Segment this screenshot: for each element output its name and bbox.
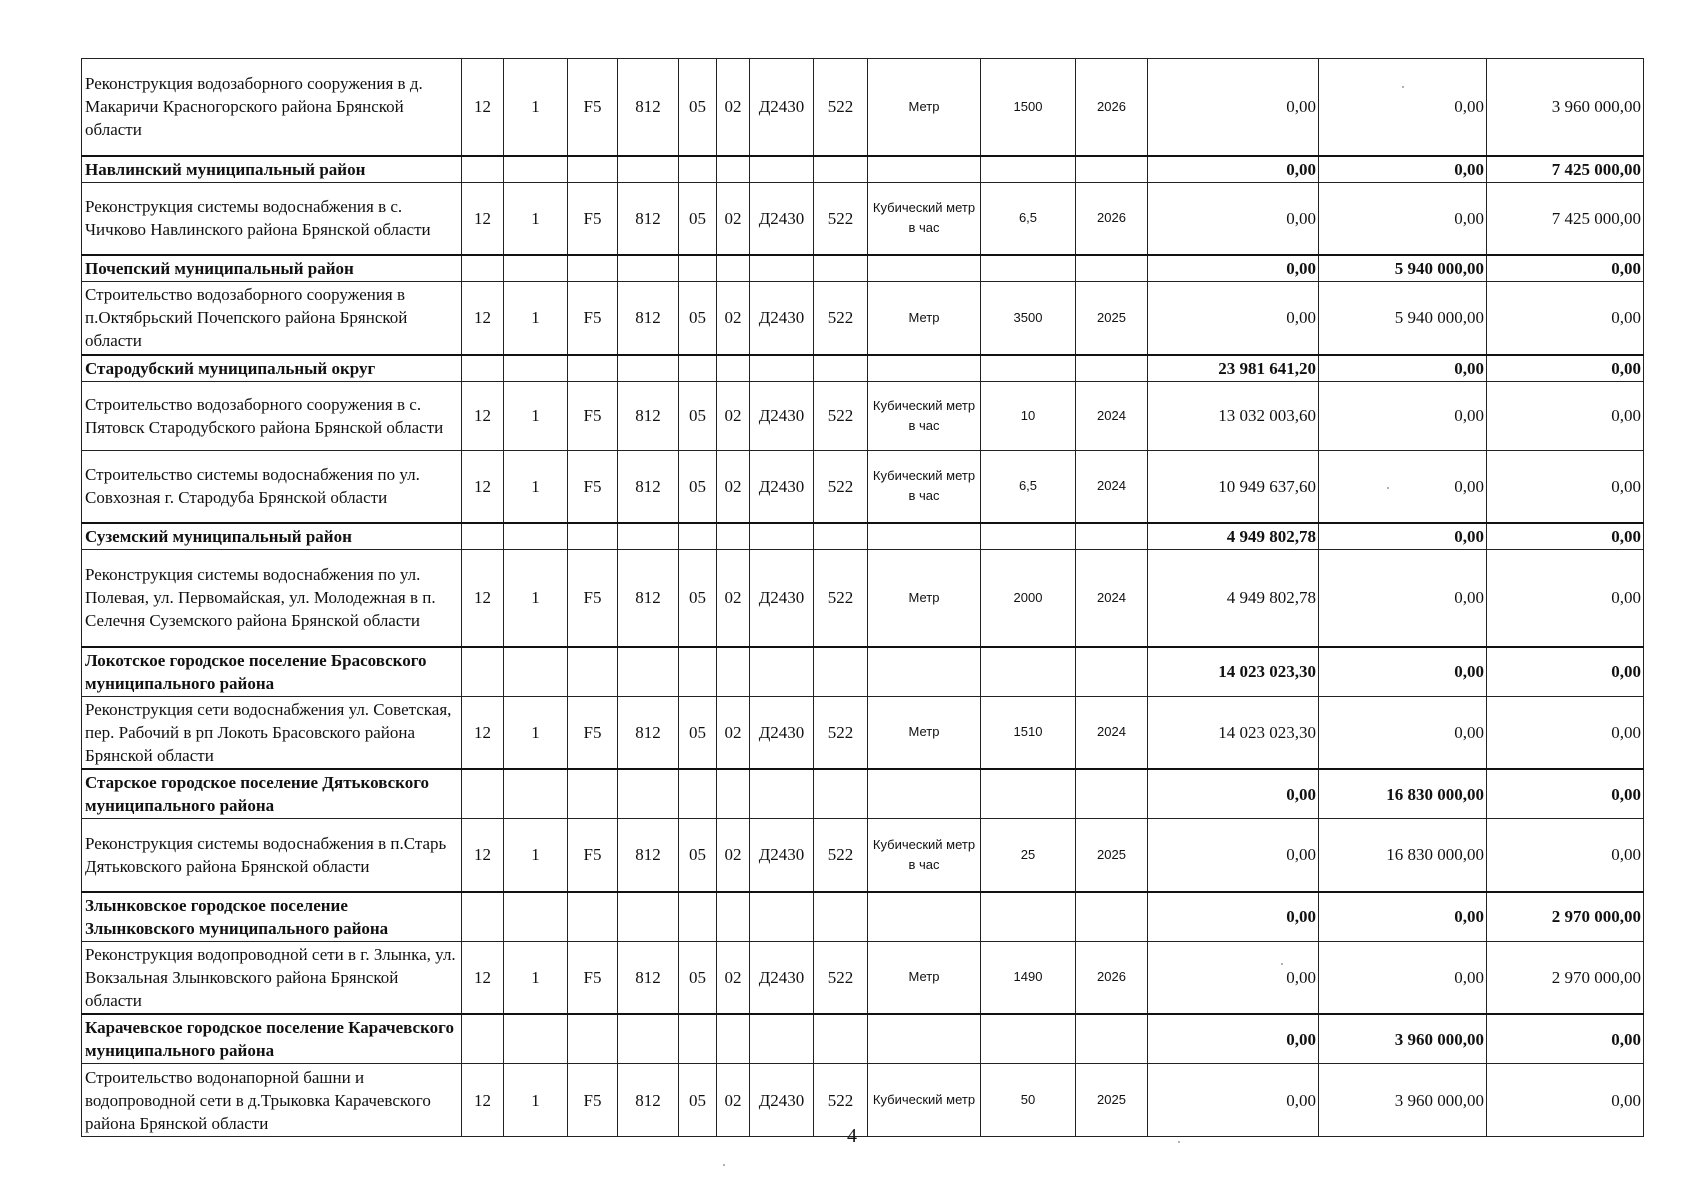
- capacity-cell: 2000: [981, 550, 1076, 647]
- code-cell-c1: 12: [462, 182, 504, 255]
- code-cell-c6: 02: [717, 550, 750, 647]
- code-cell-c7: Д2430: [750, 381, 814, 450]
- budget-table: [81, 58, 1644, 1137]
- amount-2024-cell: 14 023 023,30: [1148, 696, 1319, 769]
- code-cell-c1: [462, 355, 504, 382]
- code-cell-c7: Д2430: [750, 941, 814, 1014]
- year-cell: 2026: [1076, 941, 1148, 1014]
- amount-2025-cell: 0,00: [1319, 523, 1487, 550]
- code-cell-c1: [462, 1014, 504, 1064]
- year-cell: [1076, 647, 1148, 697]
- amount-2026-cell: 0,00: [1487, 1064, 1644, 1137]
- code-cell-c8: 522: [814, 182, 868, 255]
- amount-2026-cell: 0,00: [1487, 381, 1644, 450]
- amount-2024-cell: 0,00: [1148, 769, 1319, 819]
- code-cell-c1: 12: [462, 450, 504, 523]
- year-cell: [1076, 769, 1148, 819]
- amount-2025-cell: 0,00: [1319, 182, 1487, 255]
- code-cell-c3: F5: [568, 696, 618, 769]
- project-name-cell: Реконструкция системы водоснабжения в п.Старь Дятьковского района Брянской области: [82, 819, 462, 892]
- code-cell-c3: [568, 355, 618, 382]
- amount-2024-cell: 0,00: [1148, 59, 1319, 156]
- project-row: [82, 550, 1644, 647]
- year-cell: [1076, 892, 1148, 942]
- code-cell-c2: [504, 647, 568, 697]
- capacity-cell: [981, 355, 1076, 382]
- code-cell-c6: [717, 769, 750, 819]
- project-name-cell: Реконструкция водозаборного сооружения в д. Макаричи Красногорского района Брянской области: [82, 59, 462, 156]
- project-row: [82, 941, 1644, 1014]
- capacity-cell: 3500: [981, 282, 1076, 355]
- project-row: [82, 182, 1644, 255]
- year-cell: [1076, 523, 1148, 550]
- district-name-cell: Локотское городское поселение Брасовского муниципального района: [82, 647, 462, 697]
- code-cell-c7: [750, 156, 814, 183]
- amount-2026-cell: 0,00: [1487, 523, 1644, 550]
- code-cell-c5: [679, 1014, 717, 1064]
- district-name-cell: Суземский муниципальный район: [82, 523, 462, 550]
- district-header-row: [82, 355, 1644, 382]
- year-cell: [1076, 1014, 1148, 1064]
- amount-2026-cell: 0,00: [1487, 450, 1644, 523]
- amount-2026-cell: 2 970 000,00: [1487, 941, 1644, 1014]
- code-cell-c5: [679, 255, 717, 282]
- unit-cell: Кубический метр в час: [868, 381, 981, 450]
- amount-2024-cell: 0,00: [1148, 1064, 1319, 1137]
- code-cell-c1: [462, 769, 504, 819]
- code-cell-c8: [814, 892, 868, 942]
- code-cell-c2: 1: [504, 819, 568, 892]
- code-cell-c5: 05: [679, 819, 717, 892]
- code-cell-c8: [814, 355, 868, 382]
- code-cell-c8: [814, 156, 868, 183]
- unit-cell: Метр: [868, 696, 981, 769]
- capacity-cell: 6,5: [981, 182, 1076, 255]
- code-cell-c1: [462, 523, 504, 550]
- code-cell-c5: 05: [679, 941, 717, 1014]
- code-cell-c2: 1: [504, 696, 568, 769]
- unit-cell: Кубический метр: [868, 1064, 981, 1137]
- code-cell-c4: 812: [618, 696, 679, 769]
- code-cell-c7: Д2430: [750, 282, 814, 355]
- code-cell-c1: 12: [462, 59, 504, 156]
- code-cell-c2: [504, 255, 568, 282]
- capacity-cell: 1500: [981, 59, 1076, 156]
- code-cell-c3: F5: [568, 450, 618, 523]
- project-name-cell: Строительство системы водоснабжения по ул. Совхозная г. Стародуба Брянской области: [82, 450, 462, 523]
- code-cell-c4: [618, 156, 679, 183]
- amount-2026-cell: 0,00: [1487, 769, 1644, 819]
- code-cell-c4: [618, 255, 679, 282]
- amount-2024-cell: 4 949 802,78: [1148, 550, 1319, 647]
- code-cell-c1: [462, 892, 504, 942]
- amount-2025-cell: 0,00: [1319, 355, 1487, 382]
- code-cell-c4: [618, 523, 679, 550]
- code-cell-c4: [618, 647, 679, 697]
- code-cell-c7: [750, 647, 814, 697]
- code-cell-c7: Д2430: [750, 550, 814, 647]
- year-cell: 2025: [1076, 1064, 1148, 1137]
- code-cell-c7: [750, 769, 814, 819]
- year-cell: [1076, 255, 1148, 282]
- code-cell-c1: 12: [462, 550, 504, 647]
- amount-2025-cell: 3 960 000,00: [1319, 1064, 1487, 1137]
- code-cell-c6: [717, 523, 750, 550]
- amount-2026-cell: 3 960 000,00: [1487, 59, 1644, 156]
- code-cell-c3: F5: [568, 1064, 618, 1137]
- code-cell-c6: 02: [717, 941, 750, 1014]
- amount-2025-cell: 0,00: [1319, 156, 1487, 183]
- amount-2024-cell: 0,00: [1148, 182, 1319, 255]
- amount-2024-cell: 0,00: [1148, 282, 1319, 355]
- amount-2026-cell: 0,00: [1487, 282, 1644, 355]
- code-cell-c3: [568, 769, 618, 819]
- project-row: [82, 1064, 1644, 1137]
- amount-2025-cell: 0,00: [1319, 450, 1487, 523]
- code-cell-c4: 812: [618, 941, 679, 1014]
- capacity-cell: [981, 769, 1076, 819]
- code-cell-c3: F5: [568, 819, 618, 892]
- code-cell-c2: 1: [504, 550, 568, 647]
- code-cell-c4: 812: [618, 182, 679, 255]
- code-cell-c5: [679, 892, 717, 942]
- unit-cell: Метр: [868, 550, 981, 647]
- code-cell-c6: 02: [717, 819, 750, 892]
- code-cell-c4: 812: [618, 450, 679, 523]
- code-cell-c5: 05: [679, 182, 717, 255]
- project-row: [82, 819, 1644, 892]
- code-cell-c4: 812: [618, 59, 679, 156]
- code-cell-c7: Д2430: [750, 450, 814, 523]
- year-cell: 2025: [1076, 282, 1148, 355]
- code-cell-c6: [717, 355, 750, 382]
- amount-2025-cell: 0,00: [1319, 696, 1487, 769]
- code-cell-c3: F5: [568, 381, 618, 450]
- project-row: [82, 59, 1644, 156]
- amount-2025-cell: 16 830 000,00: [1319, 769, 1487, 819]
- amount-2025-cell: 0,00: [1319, 550, 1487, 647]
- code-cell-c6: 02: [717, 59, 750, 156]
- amount-2024-cell: 0,00: [1148, 941, 1319, 1014]
- code-cell-c1: 12: [462, 819, 504, 892]
- amount-2024-cell: 0,00: [1148, 892, 1319, 942]
- code-cell-c3: F5: [568, 282, 618, 355]
- district-header-row: [82, 156, 1644, 183]
- code-cell-c8: [814, 1014, 868, 1064]
- code-cell-c4: [618, 892, 679, 942]
- unit-cell: [868, 892, 981, 942]
- code-cell-c8: 522: [814, 59, 868, 156]
- unit-cell: Кубический метр в час: [868, 450, 981, 523]
- year-cell: 2026: [1076, 182, 1148, 255]
- code-cell-c2: 1: [504, 450, 568, 523]
- district-name-cell: Старское городское поселение Дятьковского муниципального района: [82, 769, 462, 819]
- amount-2024-cell: 13 032 003,60: [1148, 381, 1319, 450]
- code-cell-c7: Д2430: [750, 696, 814, 769]
- amount-2025-cell: 5 940 000,00: [1319, 255, 1487, 282]
- code-cell-c6: 02: [717, 1064, 750, 1137]
- code-cell-c1: [462, 255, 504, 282]
- unit-cell: Метр: [868, 282, 981, 355]
- capacity-cell: 25: [981, 819, 1076, 892]
- project-row: [82, 381, 1644, 450]
- unit-cell: [868, 355, 981, 382]
- amount-2026-cell: 2 970 000,00: [1487, 892, 1644, 942]
- capacity-cell: [981, 892, 1076, 942]
- year-cell: 2024: [1076, 381, 1148, 450]
- code-cell-c8: 522: [814, 819, 868, 892]
- project-row: [82, 282, 1644, 355]
- district-header-row: [82, 647, 1644, 697]
- code-cell-c2: 1: [504, 59, 568, 156]
- code-cell-c6: 02: [717, 450, 750, 523]
- code-cell-c2: 1: [504, 381, 568, 450]
- code-cell-c2: [504, 769, 568, 819]
- amount-2024-cell: 10 949 637,60: [1148, 450, 1319, 523]
- code-cell-c6: [717, 1014, 750, 1064]
- capacity-cell: 50: [981, 1064, 1076, 1137]
- code-cell-c6: [717, 156, 750, 183]
- amount-2026-cell: 0,00: [1487, 1014, 1644, 1064]
- code-cell-c2: 1: [504, 282, 568, 355]
- code-cell-c4: 812: [618, 819, 679, 892]
- year-cell: [1076, 355, 1148, 382]
- year-cell: 2024: [1076, 550, 1148, 647]
- code-cell-c4: [618, 769, 679, 819]
- project-name-cell: Реконструкция водопроводной сети в г. Злынка, ул. Вокзальная Злынковского района Брянской области: [82, 941, 462, 1014]
- district-name-cell: Злынковское городское поселение Злынковского муниципального района: [82, 892, 462, 942]
- amount-2025-cell: 5 940 000,00: [1319, 282, 1487, 355]
- amount-2026-cell: 0,00: [1487, 696, 1644, 769]
- code-cell-c6: 02: [717, 282, 750, 355]
- unit-cell: Метр: [868, 941, 981, 1014]
- amount-2026-cell: 0,00: [1487, 255, 1644, 282]
- unit-cell: Кубический метр в час: [868, 182, 981, 255]
- amount-2025-cell: 0,00: [1319, 381, 1487, 450]
- code-cell-c8: 522: [814, 381, 868, 450]
- amount-2025-cell: 0,00: [1319, 941, 1487, 1014]
- code-cell-c6: 02: [717, 696, 750, 769]
- code-cell-c5: 05: [679, 381, 717, 450]
- code-cell-c5: [679, 355, 717, 382]
- unit-cell: Кубический метр в час: [868, 819, 981, 892]
- code-cell-c6: [717, 892, 750, 942]
- amount-2026-cell: 0,00: [1487, 819, 1644, 892]
- code-cell-c4: 812: [618, 282, 679, 355]
- code-cell-c7: [750, 255, 814, 282]
- amount-2024-cell: 23 981 641,20: [1148, 355, 1319, 382]
- code-cell-c2: [504, 523, 568, 550]
- amount-2024-cell: 0,00: [1148, 819, 1319, 892]
- capacity-cell: [981, 156, 1076, 183]
- district-header-row: [82, 255, 1644, 282]
- code-cell-c3: F5: [568, 550, 618, 647]
- code-cell-c2: [504, 156, 568, 183]
- code-cell-c7: Д2430: [750, 1064, 814, 1137]
- amount-2024-cell: 4 949 802,78: [1148, 523, 1319, 550]
- code-cell-c1: 12: [462, 696, 504, 769]
- district-name-cell: Навлинский муниципальный район: [82, 156, 462, 183]
- code-cell-c5: 05: [679, 450, 717, 523]
- amount-2026-cell: 7 425 000,00: [1487, 182, 1644, 255]
- code-cell-c5: [679, 156, 717, 183]
- code-cell-c8: 522: [814, 550, 868, 647]
- capacity-cell: 10: [981, 381, 1076, 450]
- code-cell-c3: [568, 255, 618, 282]
- code-cell-c7: Д2430: [750, 182, 814, 255]
- amount-2026-cell: 0,00: [1487, 647, 1644, 697]
- capacity-cell: [981, 1014, 1076, 1064]
- code-cell-c4: 812: [618, 1064, 679, 1137]
- unit-cell: [868, 647, 981, 697]
- code-cell-c6: [717, 647, 750, 697]
- code-cell-c8: 522: [814, 1064, 868, 1137]
- code-cell-c5: 05: [679, 282, 717, 355]
- district-name-cell: Карачевское городское поселение Карачевского муниципального района: [82, 1014, 462, 1064]
- amount-2024-cell: 14 023 023,30: [1148, 647, 1319, 697]
- code-cell-c7: Д2430: [750, 59, 814, 156]
- amount-2026-cell: 0,00: [1487, 550, 1644, 647]
- year-cell: [1076, 156, 1148, 183]
- district-header-row: [82, 769, 1644, 819]
- project-name-cell: Строительство водонапорной башни и водопроводной сети в д.Трыковка Карачевского района Брянской области: [82, 1064, 462, 1137]
- district-header-row: [82, 1014, 1644, 1064]
- year-cell: 2025: [1076, 819, 1148, 892]
- code-cell-c5: 05: [679, 696, 717, 769]
- code-cell-c5: 05: [679, 59, 717, 156]
- code-cell-c2: 1: [504, 1064, 568, 1137]
- code-cell-c2: [504, 1014, 568, 1064]
- district-name-cell: Почепский муниципальный район: [82, 255, 462, 282]
- capacity-cell: 1510: [981, 696, 1076, 769]
- capacity-cell: [981, 523, 1076, 550]
- code-cell-c5: [679, 769, 717, 819]
- page-number: 4: [847, 1125, 857, 1147]
- code-cell-c1: 12: [462, 1064, 504, 1137]
- code-cell-c3: [568, 156, 618, 183]
- code-cell-c8: 522: [814, 450, 868, 523]
- code-cell-c7: [750, 355, 814, 382]
- code-cell-c3: [568, 647, 618, 697]
- code-cell-c8: [814, 647, 868, 697]
- code-cell-c2: [504, 355, 568, 382]
- code-cell-c3: F5: [568, 59, 618, 156]
- code-cell-c8: 522: [814, 941, 868, 1014]
- code-cell-c2: [504, 892, 568, 942]
- code-cell-c1: [462, 647, 504, 697]
- code-cell-c7: [750, 523, 814, 550]
- amount-2025-cell: 0,00: [1319, 59, 1487, 156]
- code-cell-c4: 812: [618, 550, 679, 647]
- code-cell-c1: 12: [462, 381, 504, 450]
- amount-2024-cell: 0,00: [1148, 156, 1319, 183]
- code-cell-c5: [679, 647, 717, 697]
- unit-cell: [868, 156, 981, 183]
- code-cell-c8: [814, 523, 868, 550]
- code-cell-c7: [750, 1014, 814, 1064]
- amount-2026-cell: 7 425 000,00: [1487, 156, 1644, 183]
- project-name-cell: Реконструкция системы водоснабжения по ул. Полевая, ул. Первомайская, ул. Молодежная в п. Селечня Суземского района Брянской области: [82, 550, 462, 647]
- code-cell-c7: [750, 892, 814, 942]
- amount-2026-cell: 0,00: [1487, 355, 1644, 382]
- amount-2025-cell: 16 830 000,00: [1319, 819, 1487, 892]
- year-cell: 2024: [1076, 696, 1148, 769]
- project-name-cell: Реконструкция сети водоснабжения ул. Советская, пер. Рабочий в рп Локоть Брасовского района Брянской области: [82, 696, 462, 769]
- project-row: [82, 696, 1644, 769]
- capacity-cell: 6,5: [981, 450, 1076, 523]
- unit-cell: [868, 523, 981, 550]
- project-row: [82, 450, 1644, 523]
- year-cell: 2024: [1076, 450, 1148, 523]
- year-cell: 2026: [1076, 59, 1148, 156]
- code-cell-c2: 1: [504, 182, 568, 255]
- code-cell-c8: 522: [814, 282, 868, 355]
- project-name-cell: Реконструкция системы водоснабжения в с. Чичково Навлинского района Брянской области: [82, 182, 462, 255]
- district-header-row: [82, 892, 1644, 942]
- code-cell-c6: 02: [717, 182, 750, 255]
- code-cell-c5: [679, 523, 717, 550]
- code-cell-c3: [568, 523, 618, 550]
- code-cell-c4: 812: [618, 381, 679, 450]
- code-cell-c5: 05: [679, 1064, 717, 1137]
- code-cell-c2: 1: [504, 941, 568, 1014]
- project-name-cell: Строительство водозаборного сооружения в с. Пятовск Стародубского района Брянской области: [82, 381, 462, 450]
- unit-cell: Метр: [868, 59, 981, 156]
- capacity-cell: [981, 255, 1076, 282]
- code-cell-c6: 02: [717, 381, 750, 450]
- code-cell-c4: [618, 355, 679, 382]
- code-cell-c3: F5: [568, 182, 618, 255]
- unit-cell: [868, 255, 981, 282]
- amount-2025-cell: 0,00: [1319, 892, 1487, 942]
- unit-cell: [868, 769, 981, 819]
- code-cell-c1: 12: [462, 941, 504, 1014]
- amount-2024-cell: 0,00: [1148, 255, 1319, 282]
- code-cell-c8: [814, 255, 868, 282]
- code-cell-c5: 05: [679, 550, 717, 647]
- code-cell-c1: [462, 156, 504, 183]
- code-cell-c1: 12: [462, 282, 504, 355]
- code-cell-c3: [568, 892, 618, 942]
- district-header-row: [82, 523, 1644, 550]
- unit-cell: [868, 1014, 981, 1064]
- code-cell-c8: [814, 769, 868, 819]
- amount-2024-cell: 0,00: [1148, 1014, 1319, 1064]
- amount-2025-cell: 3 960 000,00: [1319, 1014, 1487, 1064]
- code-cell-c4: [618, 1014, 679, 1064]
- code-cell-c7: Д2430: [750, 819, 814, 892]
- capacity-cell: 1490: [981, 941, 1076, 1014]
- capacity-cell: [981, 647, 1076, 697]
- district-name-cell: Стародубский муниципальный округ: [82, 355, 462, 382]
- code-cell-c3: F5: [568, 941, 618, 1014]
- project-name-cell: Строительство водозаборного сооружения в п.Октябрьский Почепского района Брянской области: [82, 282, 462, 355]
- amount-2025-cell: 0,00: [1319, 647, 1487, 697]
- code-cell-c8: 522: [814, 696, 868, 769]
- code-cell-c3: [568, 1014, 618, 1064]
- code-cell-c6: [717, 255, 750, 282]
